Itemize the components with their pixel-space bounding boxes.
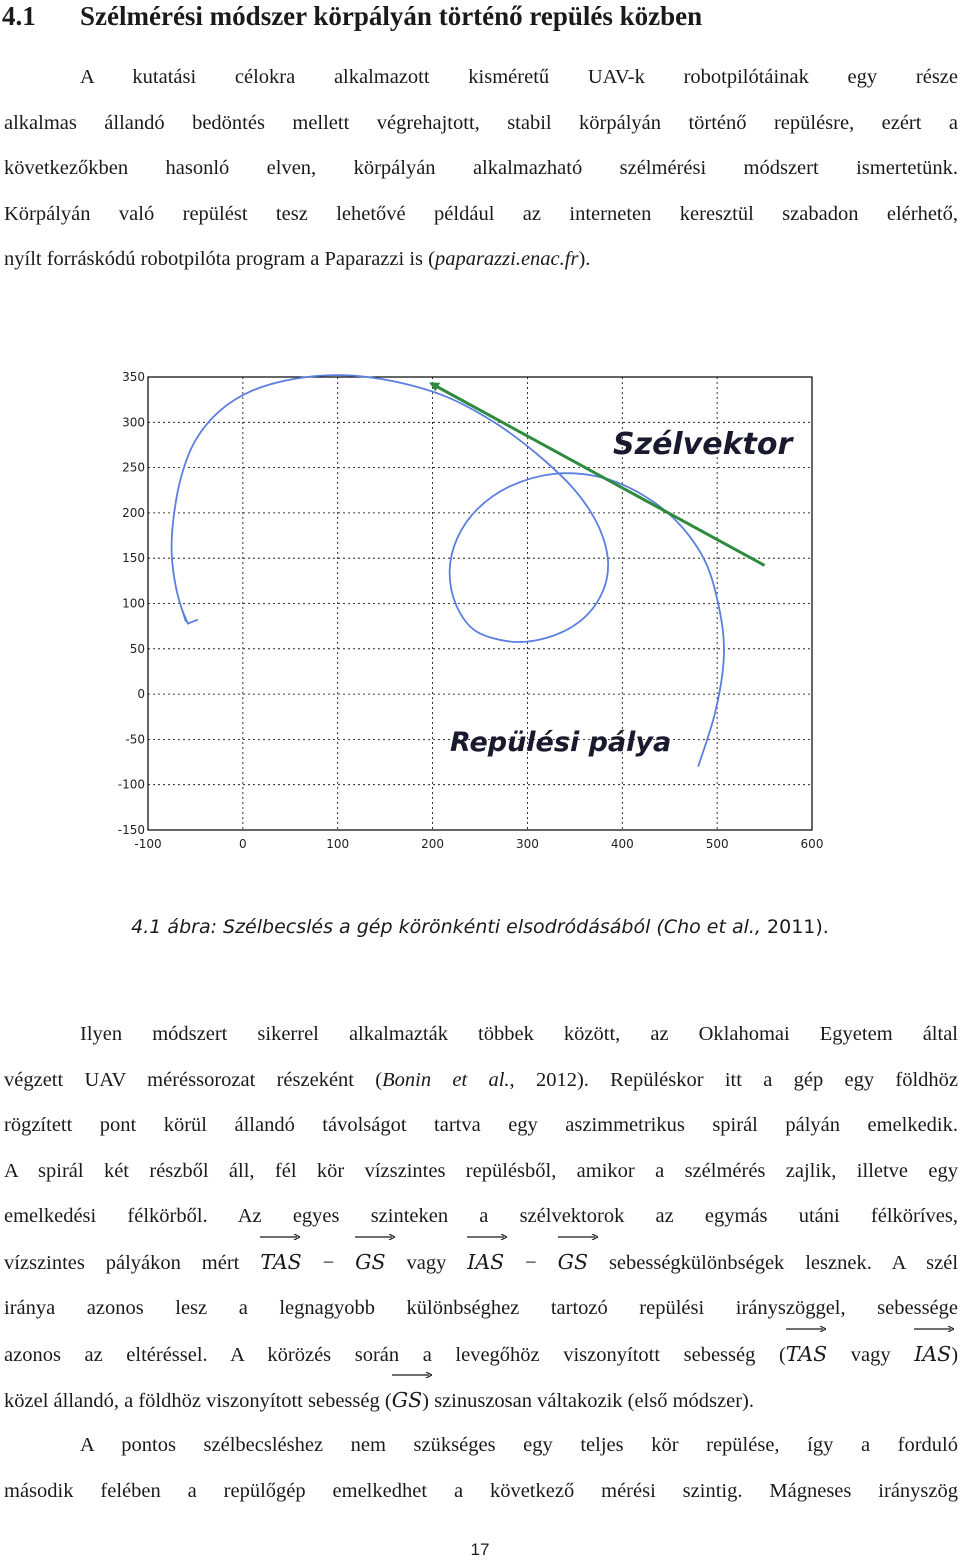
x-tick-label: 600: [800, 837, 824, 851]
text-line: következőkben hasonló elven, körpályán alkalmazható szélmérési módszert ismertetünk.: [4, 157, 958, 179]
gs-vector: GS: [355, 1240, 385, 1286]
y-tick-label: -50: [125, 732, 145, 747]
text-line: második felében a repülőgép emelkedhet a következő mérési szintig. Mágneses irányszög: [4, 1479, 958, 1502]
paparazzi-link[interactable]: paparazzi.enac.fr: [434, 248, 579, 270]
wind-estimation-figure: [108, 362, 828, 862]
text-line: A pontos szélbecsléshez nem szükséges egy teljes kör repülése, így a forduló: [80, 1434, 958, 1456]
x-tick-label: 200: [421, 837, 445, 851]
x-tick-label: 500: [705, 837, 729, 851]
citation: Bonin et al.: [382, 1068, 510, 1091]
section-number: 4.1: [2, 1, 36, 31]
y-tick-label: 150: [122, 551, 145, 566]
y-tick-label: -100: [117, 777, 145, 792]
gs-vector: GS: [392, 1378, 422, 1424]
ias-vector: IAS: [914, 1332, 951, 1378]
text-line: iránya azonos lesz a legnagyobb különbséghez tartozó repülési irányszöggel, sebessége: [4, 1297, 958, 1319]
flight-path-label: Repülési pálya: [450, 727, 672, 758]
text-line: nyílt forráskódú robotpilóta program a Paparazzi is (paparazzi.enac.fr).: [4, 248, 591, 270]
ias-vector: IAS: [467, 1240, 504, 1286]
text-line: azonos az eltéréssel. A körözés során a levegőhöz viszonyított sebesség ( TAS vagy IAS): [4, 1332, 958, 1379]
y-tick-label: 300: [122, 415, 145, 430]
flight-path-start-arrow: [182, 610, 198, 624]
tas-vector: TAS: [786, 1332, 827, 1378]
paragraph-estimation: [4, 1423, 958, 1514]
text-line: emelkedési félkörből. Az egyes szinteken a szélvektorok az egymás utáni félköríves,: [4, 1205, 958, 1227]
wind-vector-line: [433, 384, 765, 565]
y-tick-label: 50: [129, 641, 145, 656]
y-tick-label: -150: [117, 823, 145, 837]
page-number: 17: [470, 1540, 490, 1559]
text-line: Ilyen módszert sikerrel alkalmazták többek között, az Oklahomai Egyetem által: [80, 1023, 958, 1045]
text-line: végzett UAV méréssorozat részeként (Bonin et al., 2012). Repüléskor itt a gép egy földhöz: [4, 1068, 958, 1091]
text-line: rögzített pont körül állandó távolságot tartva egy aszimmetrikus spirál pályán emelkedik.: [4, 1114, 958, 1136]
text-line: vízszintes pályákon mért TAS − GS vagy IAS − GS sebességkülönbségek lesznek. A szél: [4, 1240, 958, 1287]
y-tick-label: 200: [122, 505, 145, 520]
paragraph-intro: [4, 55, 958, 283]
text-line: közel állandó, a földhöz viszonyított sebesség ( GS) szinuszosan váltakozik (első módszer).: [4, 1378, 958, 1425]
paragraph-oklahoma: [4, 1012, 958, 1425]
x-tick-label: 400: [610, 837, 634, 851]
y-tick-label: 100: [122, 596, 145, 611]
text-line: alkalmas állandó bedöntés mellett végrehajtott, stabil körpályán történő repülésre, ezért a: [4, 111, 958, 134]
x-tick-label: 100: [326, 837, 350, 851]
text-line: Körpályán való repülést tesz lehetővé például az interneten keresztül szabadon elérhető,: [4, 202, 958, 225]
text-line: A spirál két részből áll, fél kör vízszintes repülésből, amikor a szélmérés zajlik, illetve egy: [4, 1159, 958, 1182]
section-heading: [2, 0, 702, 32]
y-tick-label: 0: [137, 687, 145, 702]
x-tick-label: 0: [239, 837, 247, 851]
x-tick-label: 300: [515, 837, 539, 851]
y-tick-label: 250: [122, 460, 145, 475]
text-line: A kutatási célokra alkalmazott kisméretű UAV-k robotpilótáinak egy része: [80, 66, 958, 88]
gs-vector: GS: [558, 1240, 588, 1286]
figure-caption: 4.1 ábra: Szélbecslés a gép körönkénti elsodródásából (Cho et al., 2011).: [131, 916, 829, 938]
x-tick-label: -100: [134, 837, 162, 851]
y-tick-label: 350: [122, 370, 145, 384]
section-title: Szélmérési módszer körpályán történő repülés közben: [80, 1, 703, 31]
tas-vector: TAS: [260, 1240, 301, 1286]
wind-vector-label: Szélvektor: [613, 427, 793, 462]
